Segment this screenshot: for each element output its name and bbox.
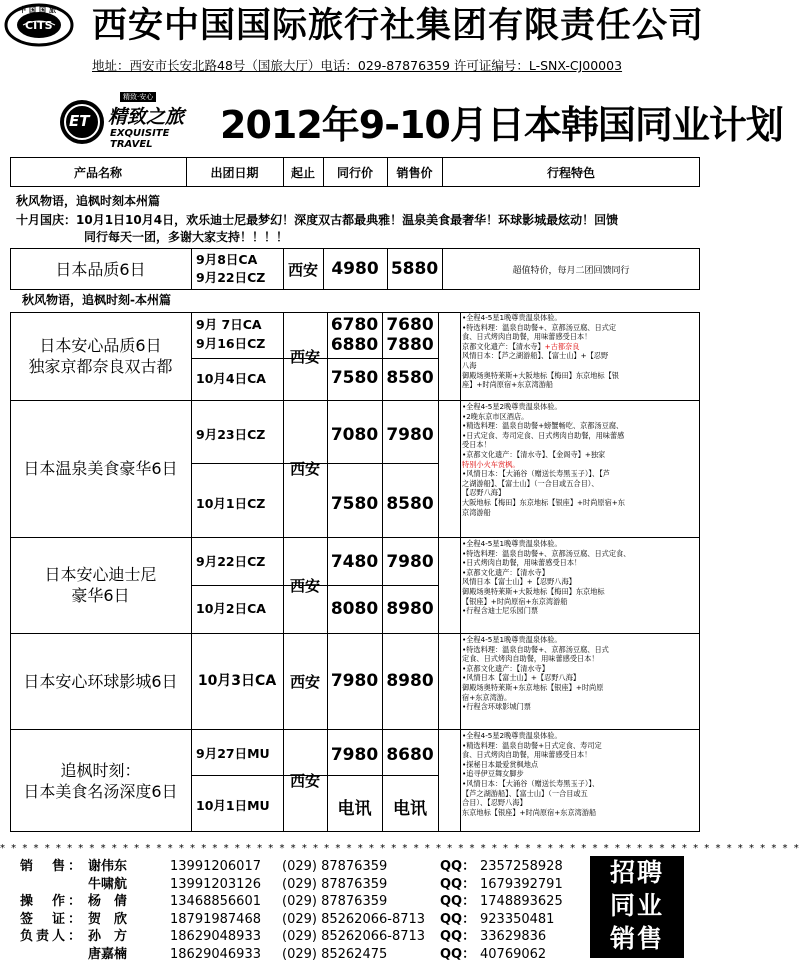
- contact-row: 唐嘉楠 18629046933 (029) 85262475 QQ： 40769062: [88, 946, 547, 962]
- col-features: 行程特色: [546, 165, 595, 180]
- sale-price: 7880: [386, 335, 434, 355]
- brand-name-en2: TRAVEL: [110, 139, 153, 150]
- col-city: 起止: [290, 165, 315, 180]
- departure-dates: [192, 248, 283, 290]
- departure-date: 9月22日CZ: [196, 554, 266, 569]
- sale-price: 8980: [386, 671, 434, 691]
- contact-list: [20, 858, 580, 964]
- peer-price: 7980: [330, 745, 379, 765]
- departure-date: 9月23日CZ: [196, 427, 266, 442]
- departure-date: 9月16日CZ: [196, 336, 266, 351]
- dotted-divider: * * * * * * * * * * * * * * * * * * * * * * * * * * * * * * * * * * * * * * * * * * * * * * * * * * * * * * * * * * * * * * * * * * * * * * * *: [0, 843, 800, 854]
- peer-price: 8080: [330, 599, 379, 619]
- departure-date: 9月27日MU: [196, 746, 270, 761]
- brand-name-en1: EXQUISITE: [110, 128, 170, 139]
- departure-date: 10月1日MU: [196, 798, 270, 813]
- departure-date: 9月8日CA: [196, 252, 258, 267]
- departure-date: 9月22日CZ: [196, 270, 266, 285]
- itinerary-features: •全程4-5星2晚尊贵温泉体验。 •2晚东京市区酒店。 •精选料理：温泉自助餐+螃蟹畅吃、京都汤豆腐、 •日式定食、寿司定食、日式烤肉自助餐，用味蕾感 受日本！ •京都文化遗产：【清水寺】、【金阁寺】+独家 特别小火车赏枫。 •风情日本：【大涌谷（赠送长寿黑玉子）】、【芦 之湖游船】、【富士山】（一合目或五合目）、 【忍野八海】 大阪地标【梅田】东京地标【银座】+时尚原宿+东 京湾游船: [462, 402, 625, 517]
- itinerary-feature: 超值特价，每月二团回馈同行: [512, 265, 630, 276]
- col-date: 出团日期: [210, 165, 259, 180]
- exquisite-travel-logo: [58, 92, 208, 154]
- note-national-day-2: 同行每天一团，多谢大家支持！！！！: [84, 230, 289, 244]
- product-name: 日本品质6日: [55, 259, 146, 279]
- brand-mark: ET: [69, 112, 90, 130]
- sale-price: 8580: [386, 494, 434, 514]
- itinerary-features: •全程4-5星2晚尊贵温泉体验。 •精选料理：温泉自助餐+日式定食、寿司定 食、日式烤肉自助餐，用味蕾感受日本！ •探秘日本最爱赏枫地点 •追寻伊豆舞女脚步 •风情日本：【大涌谷（赠送长寿黑玉子）】、 【芦之湖游船】、【富士山】（一合目或五 合目）、【忍野八海】 东京地标【银座】+时尚原宿+东京湾游船: [462, 731, 602, 817]
- sale-price: 8680: [386, 745, 434, 765]
- departure-city: 西安: [289, 672, 320, 691]
- peer-price: 7080: [330, 425, 379, 445]
- contact-row: 牛啸航 13991203126 (029) 87876359 QQ： 1679392791: [88, 876, 563, 892]
- brand-name-cn: 精致之旅: [108, 106, 185, 128]
- itinerary-features: •全程4-5星1晚尊贵温泉体验。 •特选料理：温泉自助餐+、京都汤豆腐、日式 定食、日式烤肉自助餐，用味蕾感受日本！ •京都文化遗产：【清水寺】 •风情日本【富士山】+【忍野八海】 御殿场奥特莱斯+东京地标【银座】+时尚原 宿+东京湾游。 •行程含环球影城门票: [462, 635, 609, 712]
- sale-price: 7980: [386, 425, 434, 445]
- cits-logo: [3, 3, 87, 47]
- product-name: 日本安心迪士尼 豪华6日: [44, 565, 157, 605]
- peer-price: 7580: [330, 494, 379, 514]
- sale-price: 5880: [390, 259, 439, 279]
- departure-city: 西安: [289, 460, 320, 478]
- note-autumn-1: 秋风物语，追枫时刻本州篇: [16, 194, 161, 208]
- note-national-day: 十月国庆：10月1日10月4日，欢乐迪士尼最梦幻！深度双古都最典雅！温泉美食最奢华！环球影城最炫动！回馈: [16, 213, 619, 227]
- peer-price: 7980: [330, 671, 379, 691]
- sale-price: 7980: [386, 552, 434, 572]
- peer-price: 6880: [330, 335, 379, 355]
- sale-price: 7680: [386, 315, 434, 335]
- peer-price: 7480: [330, 552, 379, 572]
- recruit-badge: 招聘 同业 销售: [590, 856, 684, 958]
- departure-date: 10月1日CZ: [196, 496, 266, 511]
- peer-price: 7580: [330, 368, 379, 388]
- company-name: 西安中国国际旅行社集团有限责任公司: [92, 6, 705, 46]
- plan-title: 2012年9-10月日本韩国同业计划: [220, 103, 783, 147]
- peer-price: 电讯: [337, 798, 372, 819]
- departure-date: 10月3日CA: [197, 673, 277, 689]
- col-product: 产品名称: [73, 165, 122, 180]
- company-address: 地址：西安市长安北路48号（国旅大厅）电话：029-87876359 许可证编号：L-SNX-CJ00003: [92, 58, 623, 73]
- peer-price: 4980: [331, 259, 379, 279]
- contact-row: 操 作： 杨 倩 13468856601 (029) 87876359 QQ： 1748893625: [20, 894, 563, 910]
- cits-logo-mark: CITS: [25, 19, 53, 32]
- cits-logo-text: 中国国旅: [19, 6, 59, 14]
- departure-date: 10月2日CA: [196, 601, 266, 616]
- departure-city: 西安: [289, 576, 320, 595]
- col-peer-price: 同行价: [336, 165, 373, 180]
- peer-price: 6780: [330, 315, 379, 335]
- contact-row: 销 售： 谢伟东 13991206017 (029) 87876359 QQ： 2357258928: [20, 859, 563, 874]
- departure-date: 9月 7日CA: [196, 317, 262, 332]
- product-name: 日本温泉美食豪华6日: [23, 459, 178, 478]
- itinerary-features: •全程4-5星1晚尊贵温泉体验。 •特选料理：温泉自助餐+、京都汤豆腐、日式定食、 •日式烤肉自助餐，用味蕾感受日本！ •京都文化遗产：【清水寺】 风情日本【富士山】+【忍野八海】 御殿场奥特莱斯+大阪地标【梅田】东京地标 【银座】+时尚原宿+东京湾游船 •行程含迪士尼乐园门票: [462, 539, 631, 616]
- itinerary-features: •全程4-5星1晚尊贵温泉体验。 •特选料理：温泉自助餐+、京都汤豆腐、日式定 食、日式烤肉自助餐，用味蕾感受日本！ 京都文化遗产：【清水寺】+古都奈良 风情日本：【芦之湖游船】、【富士山】+【忍野 八海 御殿场奥特莱斯+大阪地标【梅田】东京地标【银 座】+时尚原宿+东京湾游船: [462, 313, 619, 390]
- product-name: 日本安心品质6日 独家京都奈良双古都: [28, 336, 173, 376]
- brand-badge: 精致·安心: [120, 92, 156, 102]
- product-name: 日本安心环球影城6日: [23, 671, 178, 691]
- departure-city: 西安: [287, 260, 318, 279]
- note-autumn-2: 秋风物语，追枫时刻-本州篇: [22, 293, 171, 307]
- departure-city: 西安: [289, 772, 320, 790]
- departure-date: 10月4日CA: [196, 371, 266, 386]
- product-name: 追枫时刻： 日本美食名汤深度6日: [23, 760, 178, 801]
- contact-row: 负责人： 孙 方 18629048933 (029) 85262066-8713 QQ： 33629836: [20, 929, 547, 945]
- departure-city: 西安: [289, 347, 320, 366]
- sale-price: 8980: [386, 599, 434, 619]
- col-sale-price: 销售价: [396, 165, 433, 180]
- sale-price: 8580: [386, 368, 434, 388]
- contact-row: 签 证： 贺 欣 18791987468 (029) 85262066-8713 QQ： 923350481: [20, 911, 555, 927]
- sale-price: 电讯: [393, 798, 427, 819]
